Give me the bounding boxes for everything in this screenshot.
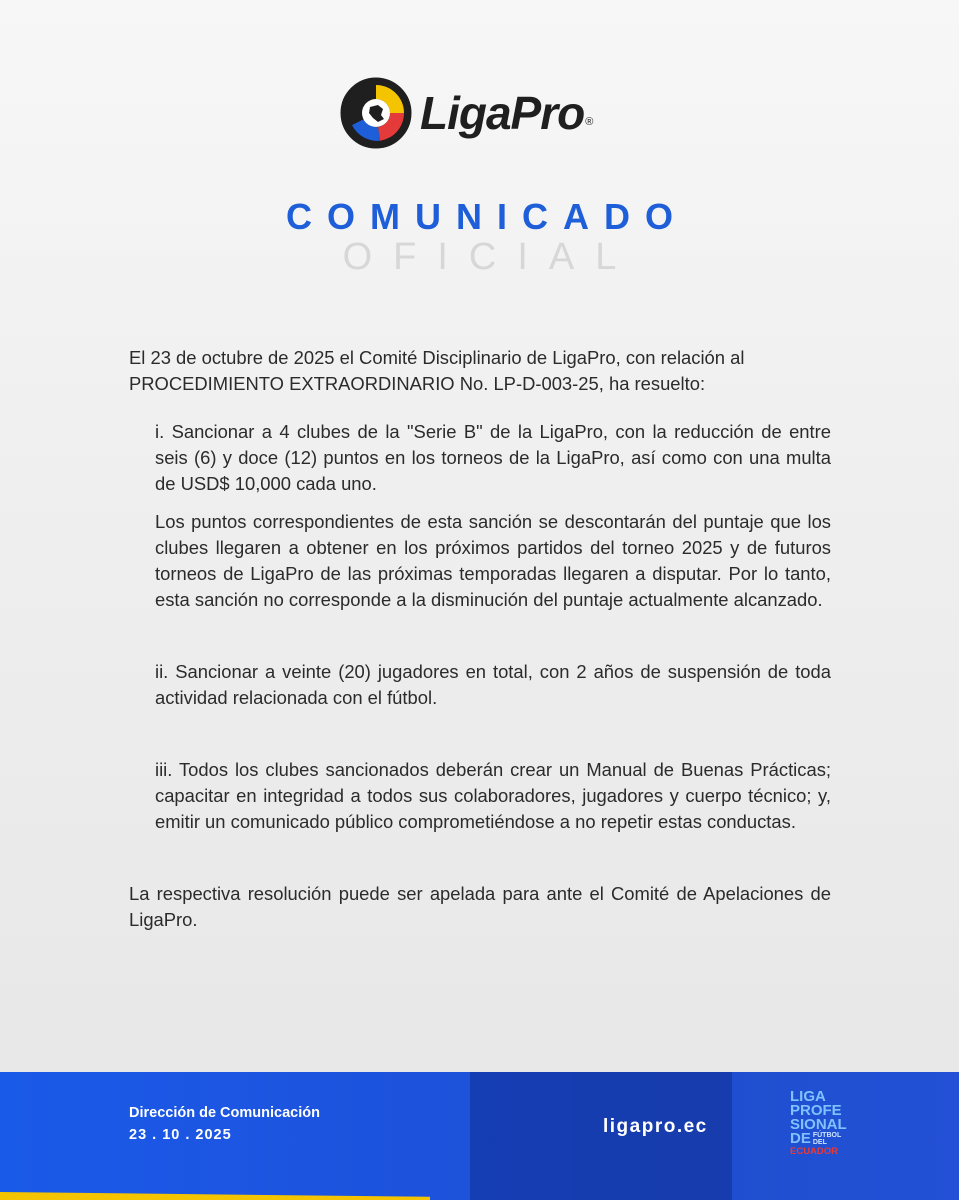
resolution-item-i-detail: Los puntos correspondientes de esta sanción se descontarán del puntaje que los clubes llegaren a obtener en los próximos partidos del torneo 2025 y de futuros torneos de LigaPro de las próximas temporadas llegaren a disputar. Por lo tanto, esta sanción no corresponde a la disminución del puntaje actualmente alcanzado.: [155, 511, 831, 610]
badge-small-2: DEL: [812, 1139, 827, 1146]
footer-website-link[interactable]: ligapro.ec: [603, 1116, 708, 1137]
badge-line-1: LIGA: [790, 1088, 826, 1105]
page-title: COMUNICADO: [286, 196, 688, 237]
badge-line-5: ECUADOR: [790, 1146, 839, 1157]
logo-wordmark: LigaPro: [420, 86, 585, 139]
badge-line-3: SIONAL: [790, 1116, 847, 1133]
registered-mark: ®: [585, 116, 594, 128]
badge-row: [790, 1132, 865, 1146]
page-subtitle: OFICIAL: [342, 236, 638, 278]
footer-department: Dirección de Comunicación: [129, 1105, 320, 1121]
badge-line-4: DE: [790, 1130, 811, 1147]
badge-line-2: PROFE: [790, 1102, 842, 1119]
resolution-item-ii: ii. Sancionar a veinte (20) jugadores en total, con 2 años de suspensión de toda actividad relacionada con el fútbol.: [155, 661, 831, 708]
statement-intro: El 23 de octubre de 2025 el Comité Disciplinario de LigaPro, con relación al PROCEDIMIENTO EXTRAORDINARIO No. LP-D-003-25, ha resuelto:: [129, 347, 745, 394]
resolution-item-iii: iii. Todos los clubes sancionados deberán crear un Manual de Buenas Prácticas; capacitar en integridad a todos sus colaboradores, jugadores y cuerpo técnico; y, emitir un comunicado público comprometiéndose a no repetir estas conductas.: [155, 759, 831, 832]
statement-body: [129, 345, 831, 933]
badge-small-1: FÚTBOL: [812, 1132, 842, 1139]
ligapro-ball-icon: [340, 77, 412, 149]
liga-profesional-badge: [790, 1090, 865, 1172]
footer-yellow-stripe: [0, 1192, 430, 1200]
resolution-item-i: i. Sancionar a 4 clubes de la "Serie B" de la LigaPro, con la reducción de entre seis (6) y doce (12) puntos en los torneos de la LigaPro, así como con una multa de USD$ 10,000 cada uno.: [155, 421, 831, 494]
badge-small-text: [813, 1132, 841, 1146]
footer-date: 23 . 10 . 2025: [129, 1127, 232, 1143]
statement-closing: La respectiva resolución puede ser apelada para ante el Comité de Apelaciones de LigaPro.: [129, 883, 831, 930]
ligapro-logo: [340, 75, 640, 150]
